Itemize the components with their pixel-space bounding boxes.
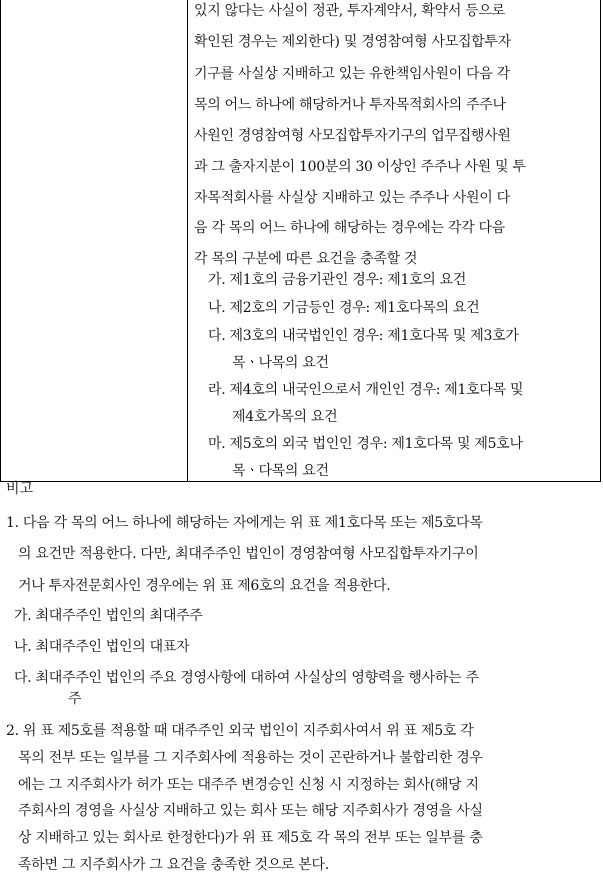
cell-item-ra-cont: 제4호가목의 요건 bbox=[232, 409, 338, 425]
cell-item-ga: 가. 제1호의 금융기관인 경우: 제1호의 요건 bbox=[208, 272, 467, 288]
cell-item-da: 다. 제3호의 내국법인인 경우: 제1호다목 및 제3호가 bbox=[208, 328, 519, 344]
remark-1-line: 1. 다음 각 목의 어느 하나에 해당하는 자에게는 위 표 제1호다목 또는 제5호다목 bbox=[6, 515, 483, 531]
cell-text-line: 있지 않다는 사실이 정관, 투자계약서, 확약서 등으로 bbox=[194, 3, 505, 19]
cell-text-line: 목의 어느 하나에 해당하거나 투자목적회사의 주주나 bbox=[194, 97, 506, 113]
remark-1-item-na: 나. 최대주주인 법인의 대표자 bbox=[14, 639, 190, 655]
cell-text-line: 사원인 경영참여형 사모집합투자기구의 업무집행사원 bbox=[194, 128, 511, 144]
remark-2-line: 주회사의 경영을 사실상 지배하고 있는 회사 또는 해당 지주회사가 경영을 사실 bbox=[18, 803, 483, 819]
cell-item-da-cont: 목ㆍ나목의 요건 bbox=[232, 355, 329, 371]
remark-2-line: 2. 위 표 제5호를 적용할 때 대주주인 외국 법인이 지주회사여서 위 표 제5호 각 bbox=[6, 723, 474, 739]
remark-1-item-ga: 가. 최대주주인 법인의 최대주주 bbox=[14, 608, 203, 624]
remark-2-line: 목의 전부 또는 일부를 그 지주회사에 적용하는 것이 곤란하거나 불합리한 경우 bbox=[18, 750, 483, 766]
cell-text-line: 기구를 사실상 지배하고 있는 유한책임사원이 다음 각 bbox=[194, 66, 510, 82]
cell-text-line: 확인된 경우는 제외한다) 및 경영참여형 사모집합투자 bbox=[194, 34, 511, 50]
remark-2-line: 족하면 그 지주회사가 그 요건을 충족한 것으로 본다. bbox=[18, 857, 329, 873]
remark-1-item-da: 다. 최대주주인 법인의 주요 경영사항에 대하여 사실상의 영향력을 행사하는 주 bbox=[14, 670, 479, 686]
cell-text-line: 음 각 목의 어느 하나에 해당하는 경우에는 각각 다음 bbox=[194, 220, 505, 236]
cell-item-ma: 마. 제5호의 외국 법인인 경우: 제1호다목 및 제5호나 bbox=[208, 436, 523, 452]
remark-2-line: 상 지배하고 있는 회사로 한정한다)가 위 표 제5호 각 목의 전부 또는 일부를 충 bbox=[18, 830, 483, 846]
remark-1-line: 거나 투자전문회사인 경우에는 위 표 제6호의 요건을 적용한다. bbox=[18, 578, 391, 594]
cell-item-ra: 라. 제4호의 내국인으로서 개인인 경우: 제1호다목 및 bbox=[208, 382, 524, 398]
remark-1-line: 의 요건만 적용한다. 다만, 최대주주인 법인이 경영참여형 사모집합투자기구이 bbox=[18, 546, 479, 562]
cell-text-line: 자목적회사를 사실상 지배하고 있는 주주나 사원이 다 bbox=[194, 190, 510, 206]
remarks-title: 비고 bbox=[6, 481, 34, 497]
cell-text-line: 과 그 출자지분이 100분의 30 이상인 주주나 사원 및 투 bbox=[194, 159, 526, 175]
remark-2-line: 에는 그 지주회사가 허가 또는 대주주 변경승인 신청 시 지정하는 회사(해당 지 bbox=[18, 777, 479, 793]
cell-text-line: 각 목의 구분에 따른 요건을 충족할 것 bbox=[194, 251, 418, 267]
cell-item-ma-cont: 목ㆍ다목의 요건 bbox=[232, 463, 329, 479]
column-divider bbox=[187, 0, 188, 481]
cell-item-na: 나. 제2호의 기금등인 경우: 제1호다목의 요건 bbox=[208, 300, 480, 316]
remark-1-item-da-cont: 주 bbox=[68, 691, 82, 707]
